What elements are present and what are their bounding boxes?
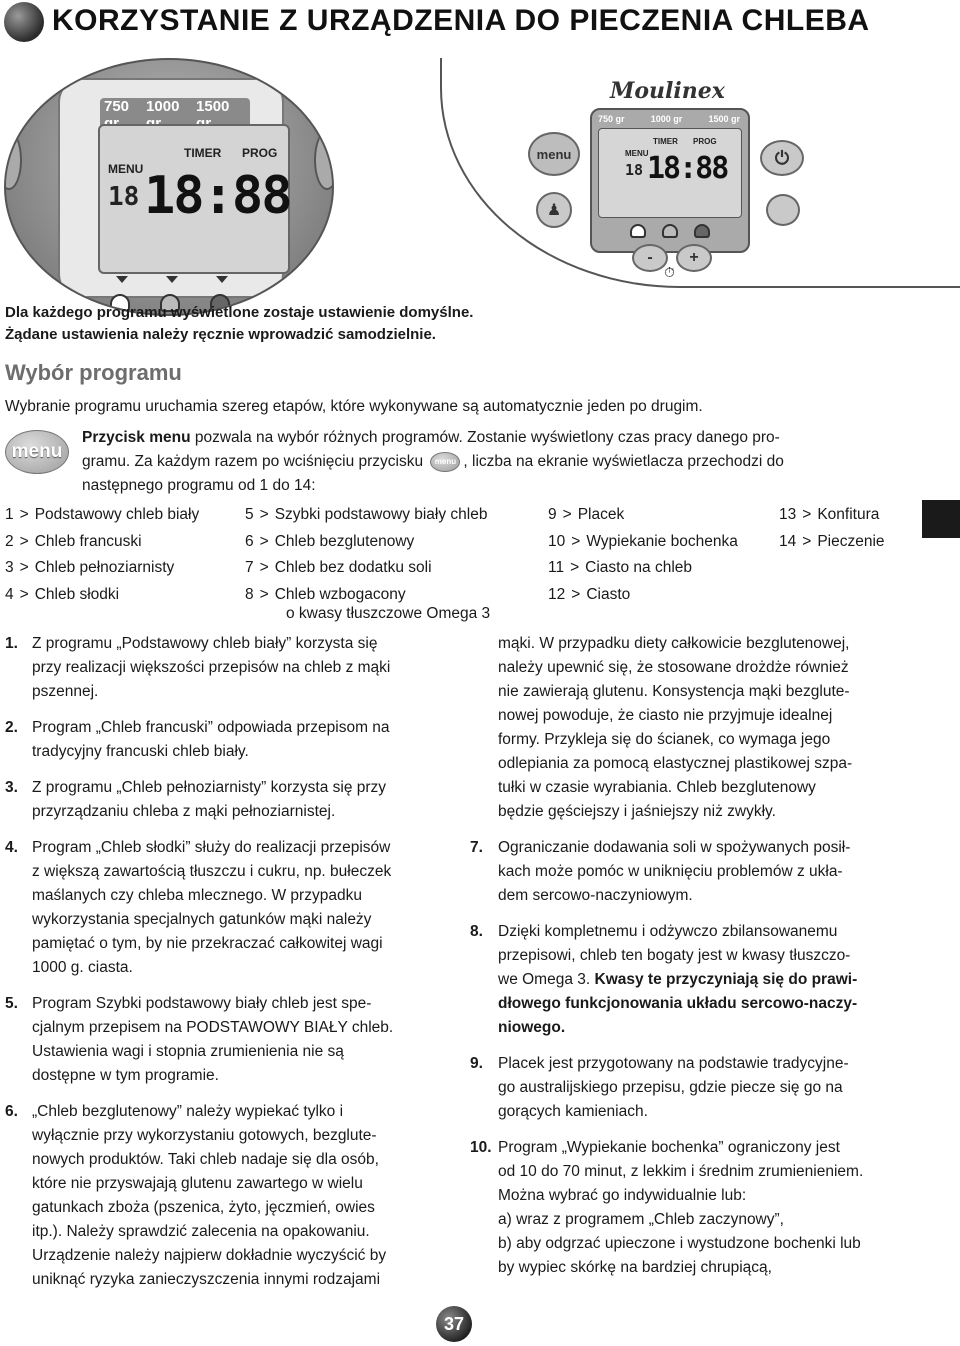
program-item: 13 > Konfitura <box>779 506 880 523</box>
machine-weight-indicators <box>598 114 740 124</box>
timer-icon: ⏱ <box>664 264 675 280</box>
menu-text: , liczba na ekranie wyświetlacza przechodzi do <box>463 453 784 470</box>
machine-display <box>590 108 750 253</box>
power-icon: ⏻ <box>760 140 804 176</box>
list-item: 10. Program „Wypiekanie bochenka” ograniczony jest od 10 do 70 minut, z lekkim i średnim zrumienieniem. Można wybrać go indywidualnie lub: a) wraz z programem „Chleb zaczynowy”, b) aby odgrzać upieczone i wystudzone bochenki lub by wypiec skórkę na bardziej chrupiącą, <box>470 1139 864 1276</box>
menu-button: menu <box>528 132 580 176</box>
lcd-screen <box>98 124 290 274</box>
list-item: 3. Z programu „Chleb pełnoziarnisty” korzysta się przy przyrządzaniu chleba z mąki pełnoziarnistej. <box>5 779 387 820</box>
machine-timer-label: TIMER <box>653 137 678 146</box>
list-item-continuation: mąki. W przypadku diety całkowicie bezglutenowej, należy upewnić się, że stosowane drożdże również nie zawierają glutenu. Konsystencja mąki bezglute- nowej powoduje, że ciasto nie przyjmuje idealnej formy. Przykleja się do ścianek, co wymaga jego odlepiania za pomocą elastycznej plastikowej szpa- tułki w czasie wyrabiania. Chleb bezglutenowy będzie gęściejszy i jaśniejszy niż zwykły. <box>498 635 853 820</box>
prog-label: PROG <box>242 146 278 160</box>
machine-prog-label: PROG <box>693 137 717 146</box>
program-item: 14 > Pieczenie <box>779 532 885 550</box>
display-zoom-illustration <box>4 58 334 316</box>
plus-button: + <box>676 244 712 272</box>
weight-1000: 1000 <box>146 98 180 115</box>
machine-light-crust-icon <box>630 224 646 238</box>
menu-text: pozwala na wybór różnych programów. Zostanie wyświetlony czas pracy danego pro- <box>190 429 780 446</box>
program-item: 5 > Szybki podstawowy biały chleb <box>245 506 488 523</box>
program-item: 12 > Ciasto <box>548 585 631 603</box>
list-item: 8. Dzięki kompletnemu i odżywczo zbilansowanemu przepisowi, chleb ten bogaty jest w kwasy tłuszczo- we Omega 3. Kwasy te przyczyniają się do prawi- dłowego funkcjonowania układu sercowo-naczy- niowego. <box>470 923 858 1036</box>
display-panel <box>58 78 291 298</box>
list-item: 4. Program „Chleb słodki” służy do realizacji przepisów z większą zawartością tłuszczu i cukru, np. bułeczek maślanych czy chleba mlecznego. W przypadku wykorzystania specjalnych gatunków mąki należy pamiętać o tym, by nie przekraczać całkowitej wagi 1000 g. ciasta. <box>5 839 392 976</box>
program-item: 8 > Chleb wzbogacony <box>245 585 406 603</box>
arrow-down-icon <box>166 276 178 283</box>
program-item: 6 > Chleb bezglutenowy <box>245 532 415 550</box>
program-item-continuation: o kwasy tłuszczowe Omega 3 <box>286 605 491 622</box>
machine-weight-750: 750 gr <box>598 114 625 124</box>
program-item: 4 > Chleb słodki <box>5 585 120 603</box>
crust-color-icon <box>766 194 800 226</box>
weight-1500: 1500 <box>196 98 230 115</box>
machine-menu-label: MENU <box>625 149 649 158</box>
program-item: 2 > Chleb francuski <box>5 532 142 550</box>
program-item: 7 > Chleb bez dodatku soli <box>245 559 432 576</box>
machine-medium-crust-icon <box>662 224 678 238</box>
menu-label: MENU <box>108 162 144 176</box>
weight-750: 750 <box>104 98 130 115</box>
page-number: 37 <box>436 1306 472 1342</box>
menu-description <box>82 426 910 498</box>
program-item: 11 > Ciasto na chleb <box>548 559 692 576</box>
menu-text: gramu. Za każdym razem po wciśnięciu przycisku <box>82 453 424 470</box>
menu-number: 18 <box>108 182 140 212</box>
lead-note <box>5 302 473 346</box>
brand-logo: Moulinex <box>610 78 725 104</box>
title-bullet-icon <box>4 2 44 42</box>
program-item: 10 > Wypiekanie bochenka <box>548 532 738 550</box>
menu-text: następnego programu od 1 do 14: <box>82 477 316 494</box>
right-column <box>470 632 906 1292</box>
arrow-down-icon <box>216 276 228 283</box>
menu-inline-icon: menu <box>430 452 460 472</box>
machine-weight-1000: 1000 gr <box>650 114 683 124</box>
lead-line: Żądane ustawienia należy ręcznie wprowadzić samodzielnie. <box>5 326 436 343</box>
machine-time-readout: 18:88 <box>647 151 728 186</box>
side-button-right <box>314 130 334 190</box>
minus-button: - <box>632 244 668 272</box>
timer-label: TIMER <box>184 146 222 160</box>
menu-button-icon: menu <box>5 430 69 474</box>
menu-bold: Przycisk menu <box>82 429 191 446</box>
machine-lcd <box>598 128 742 218</box>
section-intro: Wybranie programu uruchamia szereg etapów, które wykonywane są automatycznie jeden po drugim. <box>5 398 703 415</box>
machine-menu-number: 18 <box>625 161 644 179</box>
program-item: 3 > Chleb pełnoziarnisty <box>5 559 175 576</box>
program-item: 1 > Podstawowy chleb biały <box>5 506 200 523</box>
weight-icon: ♟ <box>536 192 572 228</box>
left-column <box>5 632 439 1304</box>
page-title: KORZYSTANIE Z URZĄDZENIA DO PIECZENIA CHLEBA <box>52 4 870 37</box>
machine-dark-crust-icon <box>694 224 710 238</box>
arrow-down-icon <box>116 276 128 283</box>
list-item: 2. Program „Chleb francuski” odpowiada przepisom na tradycyjny francuski chleb biały. <box>5 719 390 760</box>
list-item: 9. Placek jest przygotowany na podstawie tradycyjne- go australijskiego przepisu, gdzie piecze się go na gorących kamieniach. <box>470 1055 849 1120</box>
section-tab-marker <box>922 500 960 538</box>
list-item: 7. Ograniczanie dodawania soli w spożywanych posił- kach może pomóc w uniknięciu problemów z ukła- dem sercowo-naczyniowym. <box>470 839 851 904</box>
list-item: 6. „Chleb bezglutenowy” należy wypiekać tylko i wyłącznie przy wykorzystaniu gotowych, bezglute- nowych produktów. Taki chleb nadaje się dla osób, które nie przyswajają glutenu zawartego w wielu gatunkach zboża (pszenica, żyto, jęczmień, owies itp.). Należy sprawdzić zalecenia na opakowaniu. Urządzenie należy najpierw dokładnie wyczyścić by uniknąć ryzyka zanieczyszczenia innymi rodzajami <box>5 1103 387 1288</box>
list-item: 5. Program Szybki podstawowy biały chleb jest spe- cjalnym przepisem na PODSTAWOWY BIAŁY chleb. Ustawienia wagi i stopnia zrumienienia nie są dostępne w tym programie. <box>5 995 394 1084</box>
side-button-left <box>4 130 22 190</box>
machine-weight-1500: 1500 gr <box>708 114 740 124</box>
program-item: 9 > Placek <box>548 506 625 523</box>
machine-panel-illustration <box>440 58 960 288</box>
time-readout: 18:88 <box>144 166 291 226</box>
lead-line: Dla każdego programu wyświetlone zostaje ustawienie domyślne. <box>5 304 474 321</box>
section-heading: Wybór programu <box>5 360 182 385</box>
list-item: 1. Z programu „Podstawowy chleb biały” korzysta się przy realizacji większości przepisów na chleb z mąki pszennej. <box>5 635 391 700</box>
